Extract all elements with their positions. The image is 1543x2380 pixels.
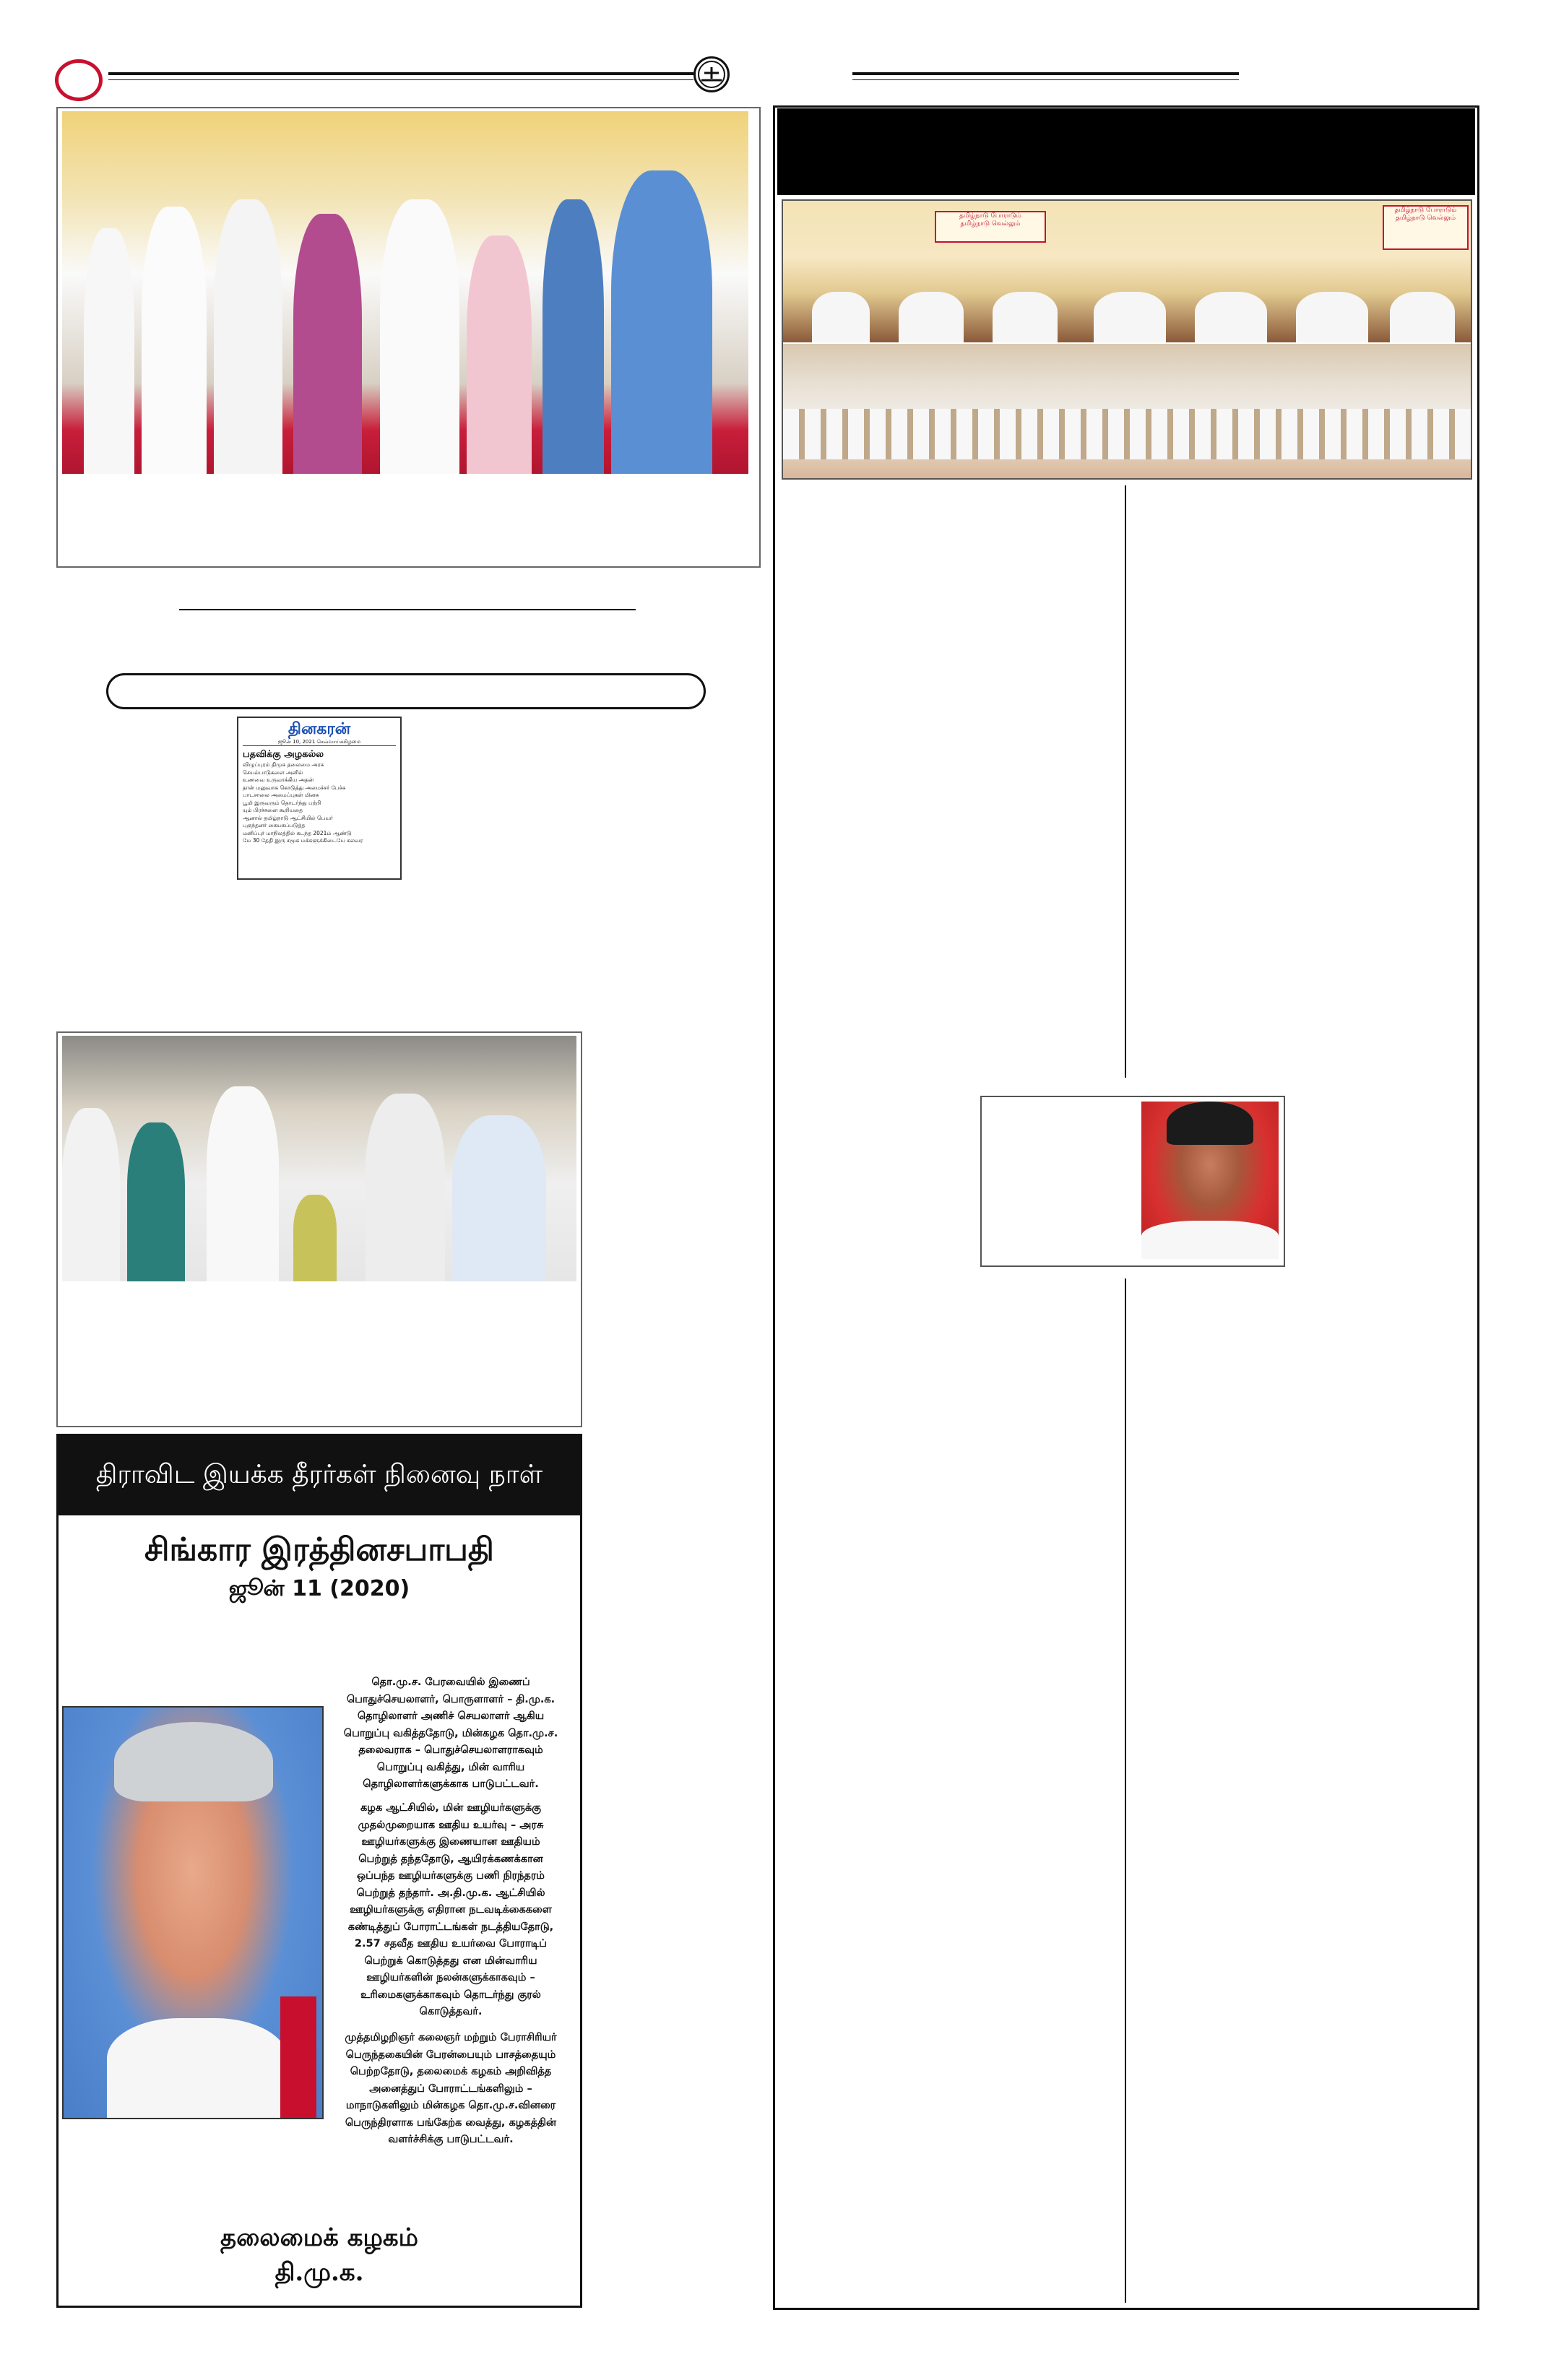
memorial-line: உரிமைகளுக்காகவும் தொடர்ந்து குரல்	[360, 1989, 541, 2001]
memorial-line: வளர்ச்சிக்கு பாடுபட்டவர்.	[388, 2134, 514, 2145]
memorial-signature-1: தலைமைக் கழகம்	[220, 2223, 418, 2252]
memorial-line: அனைத்துப் போராட்டங்களிலும் –	[369, 2082, 532, 2095]
memorial-line: பொறுப்பு வகித்து, மின் வாரிய	[376, 1761, 525, 1773]
conference-photo-frame	[782, 199, 1472, 480]
memorial-line: மாநாடுகளிலும் மின்கழக தொ.மு.ச.வினரை	[345, 2100, 556, 2111]
memorial-line: ஒப்பந்த ஊழியர்களுக்கு பணி நிரந்தரம்	[357, 1870, 545, 1882]
memorial-signature-2: தி.மு.க.	[275, 2258, 364, 2287]
memorial-line: பெற்றுத் தந்ததோடு, ஆயிரக்கணக்கான	[358, 1853, 543, 1865]
clipping-line: மே 30 தேதி இரு சமூக மக்களுக்கிடையே கலவர	[243, 837, 363, 844]
clipping-headline: பதவிக்கு அழகல்ல	[243, 749, 324, 760]
clipping-line: விழுப்புரம் திமுக தலைமை அரசு	[243, 761, 324, 768]
memorial-line: தொழிலாளர்களுக்காக பாடுபட்டவர்.	[363, 1778, 539, 1790]
memorial-line: 2.57 சதவீத ஊதிய உயர்வை போராடிப்	[354, 1938, 548, 1950]
clipping-line: மனிப்புர் மாநிலத்தில் கடந்த 2021ம் ஆண்டு	[243, 829, 352, 836]
header-rule-left-thin	[108, 79, 693, 80]
event-photo-1	[62, 111, 748, 474]
clipping-date: ஜூன் 10, 2021 செவ்வாய்க்கிழமை	[243, 738, 396, 746]
clipping-line: உணவை உருவாக்கிய அதன்	[243, 776, 314, 783]
clipping-line: தான் மனுவாக கொடுத்து அமைச்சர் பேச்சு	[243, 784, 346, 791]
memorial-line: பொதுச்செயலாளர், பொருளாளர் – தி.மு.க.	[346, 1693, 556, 1705]
clipping-masthead: தினகரன்	[288, 720, 351, 738]
rising-sun-logo-icon	[693, 56, 730, 92]
profile-portrait	[1141, 1102, 1279, 1259]
memorial-line: பெற்றுக் கொடுத்தது என மின்வாரிய	[364, 1955, 537, 1967]
memorial-name: சிங்கார இரத்தினசபாபதி	[144, 1531, 494, 1568]
header-rule-left	[108, 72, 693, 75]
header-rule-right	[852, 72, 1239, 75]
memorial-line: பெற்றுத் தந்தார். அ.தி.மு.க. ஆட்சியில்	[356, 1887, 545, 1899]
header-rule-right-thin	[852, 79, 1239, 80]
right-header-black	[777, 108, 1475, 195]
page-number-circle	[55, 59, 103, 101]
memorial-line: பெருந்தகையின் பேரன்பையும் பாசத்தையும்	[345, 2048, 556, 2061]
right-column-divider-bottom	[1125, 1278, 1126, 2303]
memorial-paragraph-3	[327, 2030, 575, 2149]
clipping-line: யும் பிரச்சனை கூறியதை	[243, 807, 303, 813]
memorial-date: ஜூன் 11 (2020)	[228, 1576, 410, 1601]
memorial-line: கண்டித்துப் போராட்டங்கள் நடத்தியதோடு,	[347, 1921, 554, 1933]
newspaper-clipping	[237, 717, 402, 880]
memorial-line: பொறுப்பு வகித்ததோடு, மின்கழக தொ.மு.ச.	[343, 1727, 558, 1739]
stage-banner-left: தமிழ்நாடு போராடும் தமிழ்நாடு வெல்லும்	[935, 211, 1046, 243]
clipping-line: பாடசாலை அமைப்புகள் மினசு	[243, 792, 319, 798]
clipping-line: பூமி இருவரும் தொடர்ந்து பற்றி	[243, 799, 321, 806]
clipping-line: ஆனால் தமிழ்நாடு ஆட்சியில் பெயர்	[243, 814, 333, 821]
memorial-line: பெருந்திரளாக பங்கேற்க வைத்து, கழகத்தின்	[345, 2116, 557, 2129]
headline-capsule	[106, 673, 706, 709]
event-photo-2	[62, 1036, 576, 1281]
memorial-paragraph-2	[327, 1800, 575, 2021]
memorial-line: முதல்முறையாக ஊதிய உயர்வு – அரசு	[358, 1819, 544, 1831]
memorial-paragraph-1	[327, 1674, 575, 1793]
memorial-line: ஊழியர்களுக்கு இணையான ஊதியம்	[361, 1836, 540, 1848]
clipping-body	[243, 761, 396, 845]
memorial-line: பெற்றதோடு, தலைமைக் கழகம் அறிவித்த	[350, 2066, 552, 2077]
memorial-portrait	[62, 1706, 324, 2119]
right-column-divider-top	[1125, 485, 1126, 1078]
memorial-line: தலைவராக – பொதுச்செயலாளராகவும்	[358, 1744, 543, 1756]
memorial-line: கழக ஆட்சியில், மின் ஊழியர்களுக்கு	[360, 1802, 541, 1814]
memorial-banner-text: திராவிட இயக்க தீரர்கள் நினைவு நாள்	[95, 1460, 543, 1489]
memorial-line: ஊழியர்களுக்கு எதிரான நடவடிக்கைகளை	[350, 1904, 552, 1916]
divider-rule	[179, 609, 636, 610]
clipping-line: செயல்பாடுகளை அனில்	[243, 769, 303, 776]
memorial-line: கொடுத்தவர்.	[419, 2006, 483, 2017]
clipping-line: புகுந்தனர் கையகப்படுத்த	[243, 822, 306, 828]
memorial-line: தொ.மு.ச. பேரவையில் இணைப்	[371, 1676, 530, 1688]
memorial-line: முத்தமிழறிஞர் கலைஞர் மற்றும் பேராசிரியர்	[345, 2032, 557, 2043]
memorial-line: தொழிலாளர் அணிச் செயலாளர் ஆகிய	[357, 1710, 545, 1722]
memorial-line: ஊழியர்களின் நலன்களுக்காகவும் –	[366, 1972, 535, 1983]
stage-banner-right: தமிழ்நாடு போராடும் தமிழ்நாடு வெல்லும்	[1383, 205, 1469, 250]
